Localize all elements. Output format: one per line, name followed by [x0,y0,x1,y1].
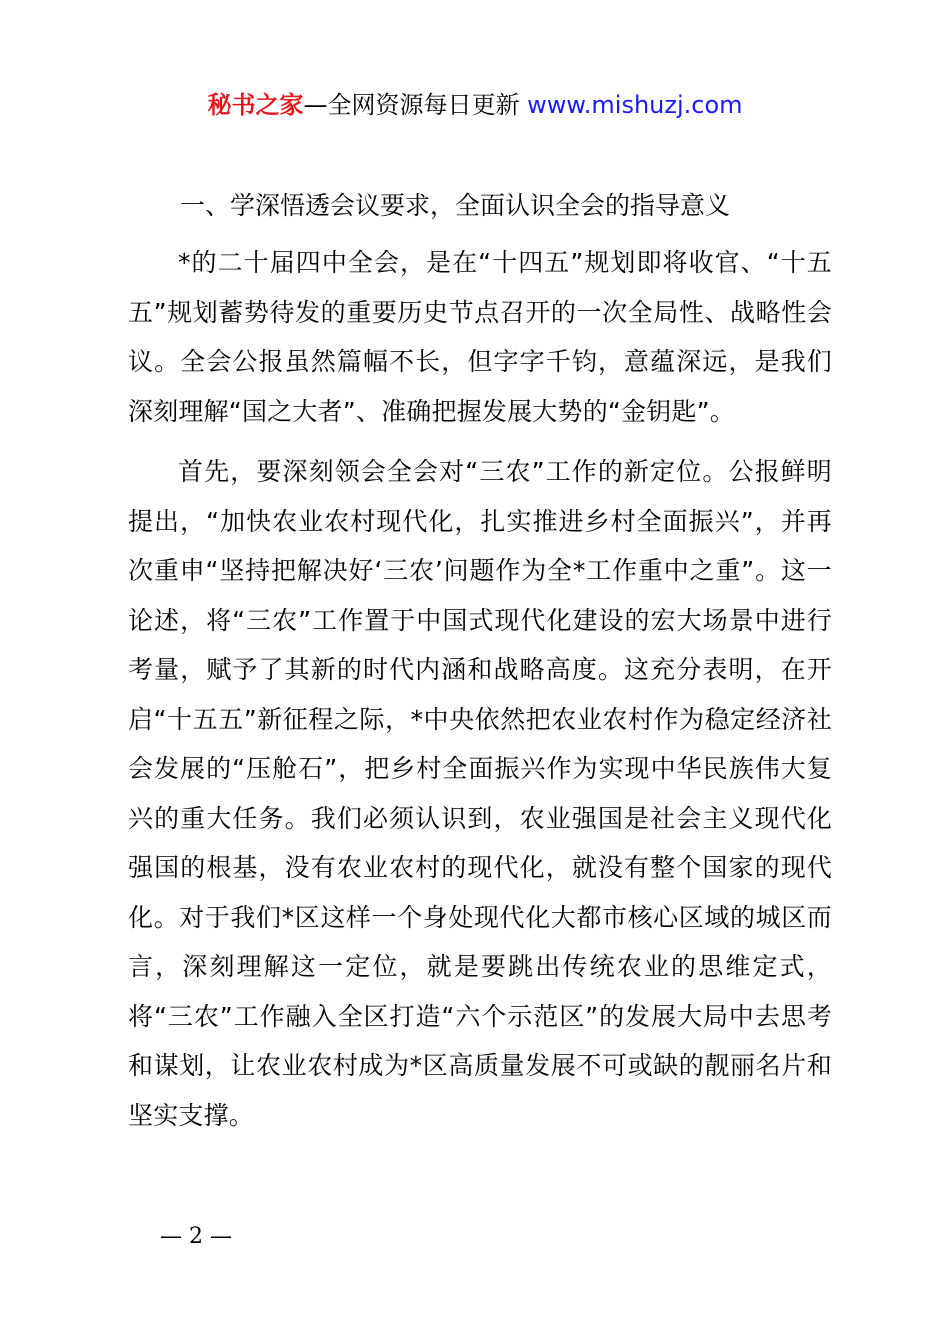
site-header [0,88,950,122]
page-number: — 2 — [160,1224,232,1249]
document-body [128,186,832,1151]
header-tagline: —全网资源每日更新 [303,91,528,119]
site-url-link[interactable]: www.mishuzj.com [527,91,743,119]
paragraph-1: *的二十届四中全会，是在“十四五”规划即将收官、“十五五”规划蓄势待发的重要历史节点召开的一次全局性、战略性会议。全会公报虽然篇幅不长，但字字千钧，意蕴深远，是我们深刻理解“国之大者”、准确把握发展大势的“金钥匙”。 [128,248,832,426]
section-heading: 一、学深悟透会议要求，全面认识全会的指导意义 [180,191,731,220]
paragraph-2: 首先，要深刻领会全会对“三农”工作的新定位。公报鲜明提出，“加快农业农村现代化，扎实推进乡村全面振兴”，并再次重申“坚持把解决好‘三农’问题作为全*工作重中之重”。这一论述，将“三农”工作置于中国式现代化建设的宏大场景中进行考量，赋予了其新的时代内涵和战略高度。这充分表明，在开启“十五五”新征程之际，*中央依然把农业农村作为稳定经济社会发展的“压舱石”，把乡村全面振兴作为实现中华民族伟大复兴的重大任务。我们必须认识到，农业强国是社会主义现代化强国的根基，没有农业农村的现代化，就没有整个国家的现代化。对于我们*区这样一个身处现代化大都市核心区域的城区而言，深刻理解这一定位，就是要跳出传统农业的思维定式，将“三农”工作融入全区打造“六个示范区”的发展大局中去思考和谋划，让农业农村成为*区高质量发展不可或缺的靓丽名片和坚实支撑。 [128,457,832,1130]
brand-name: 秘书之家 [207,91,304,119]
